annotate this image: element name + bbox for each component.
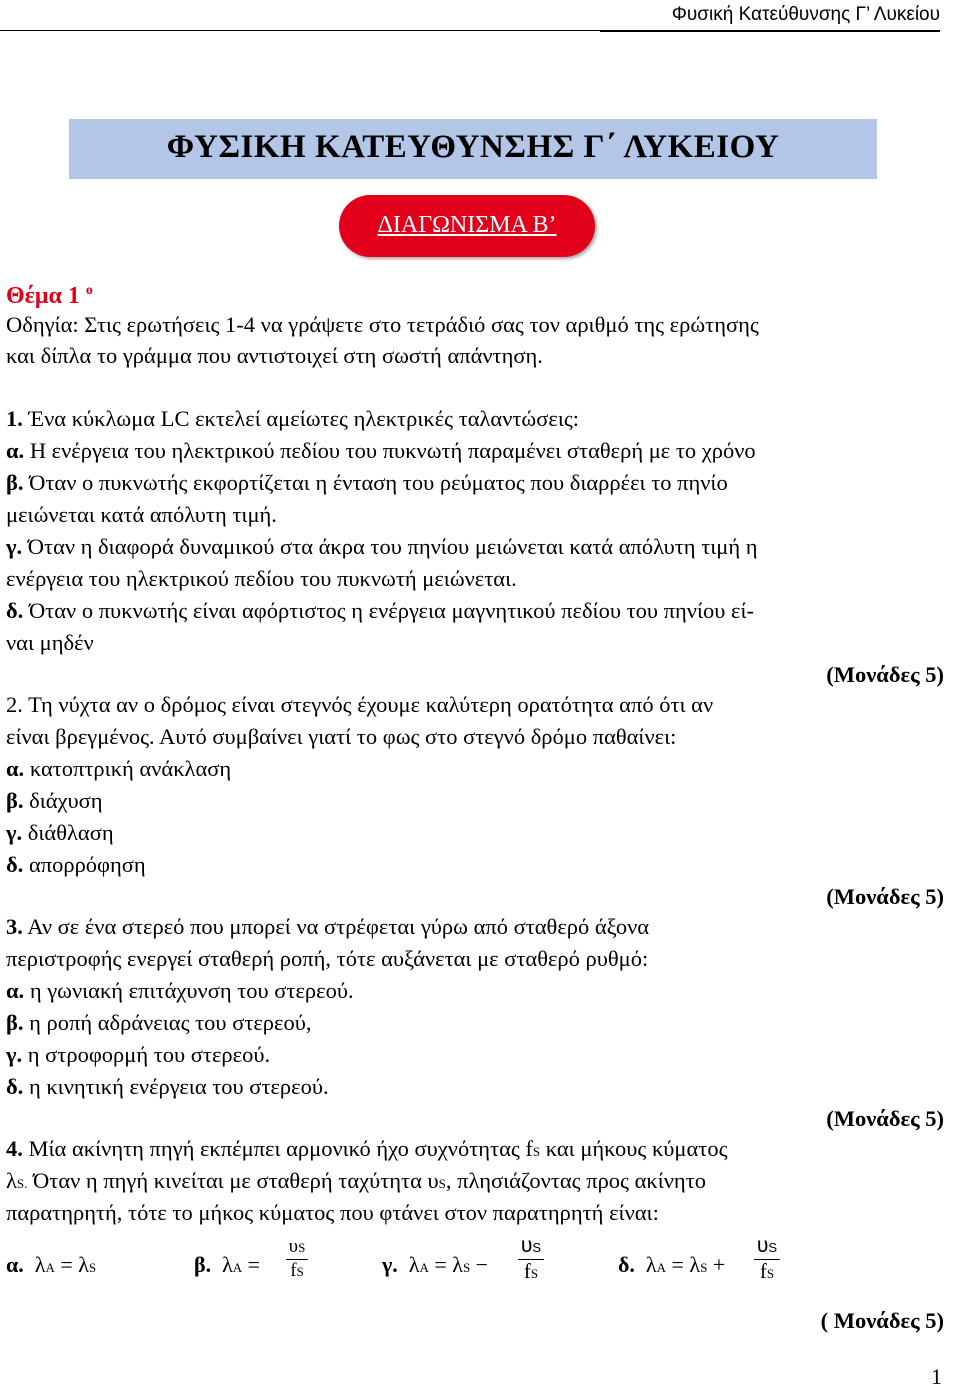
page-number: 1 xyxy=(931,1364,942,1389)
q1-option-a: α. Η ενέργεια του ηλεκτρικού πεδίου του πυκνωτή παραμένει σταθερή με το χρόνο xyxy=(6,438,756,463)
q4-formula-options xyxy=(6,1232,946,1302)
question-4: 4. Μία ακίνητη πηγή εκπέμπει αρμονικό ήχο συχνότητας fS και μήκους κύματος xyxy=(6,1136,728,1161)
q1-option-d-cont: ναι μηδέν xyxy=(6,630,94,655)
q4-option-d: δ. λA = λS + xyxy=(618,1252,726,1277)
q3-option-a: α. η γωνιακή επιτάχυνση του στερεού. xyxy=(6,978,354,1003)
question-3: 3. Αν σε ένα στερεό που μπορεί να στρέφεται γύρω από σταθερό άξονα xyxy=(6,914,650,939)
question-4-cont: λS. Όταν η πηγή κινείται με σταθερή ταχύτητα υS, πλησιάζοντας προς ακίνητο xyxy=(6,1168,706,1193)
question-1: 1. Ένα κύκλωμα LC εκτελεί αμείωτες ηλεκτρικές ταλαντώσεις: xyxy=(6,406,580,431)
q3-option-c: γ. η στροφορμή του στερεού. xyxy=(6,1042,271,1067)
theme-heading: Θέμα 1 $^o$ xyxy=(6,283,93,309)
q2-option-b: β. διάχυση xyxy=(6,788,103,813)
q3-option-d: δ. η κινητική ενέργεια του στερεού. xyxy=(6,1074,329,1099)
q4-option-c-fraction: υS fS xyxy=(518,1236,544,1283)
q2-option-a: α. κατοπτρική ανάκλαση xyxy=(6,756,232,781)
q1-units: (Μονάδες 5) xyxy=(826,662,944,687)
q4-option-b-fraction: υS fS xyxy=(286,1238,308,1281)
question-2-cont: είναι βρεγμένος. Αυτό συμβαίνει γιατί το φως στο στεγνό δρόμο παθαίνει: xyxy=(6,724,677,749)
document-subtitle: ΔΙΑΓΩΝΙΣΜΑ Β’ xyxy=(377,212,557,238)
subtitle-badge xyxy=(339,195,595,257)
question-2: 2. Τη νύχτα αν ο δρόμος είναι στεγνός έχουμε καλύτερη ορατότητα από ότι αν xyxy=(6,692,714,717)
q1-option-b: β. Όταν ο πυκνωτής εκφορτίζεται η ένταση του ρεύματος που διαρρέει το πηνίο xyxy=(6,470,728,495)
q2-option-c: γ. διάθλαση xyxy=(6,820,114,845)
q1-option-b-cont: μειώνεται κατά απόλυτη τιμή. xyxy=(6,502,277,527)
q1-option-c: γ. Όταν η διαφορά δυναμικού στα άκρα του πηνίου μειώνεται κατά απόλυτη τιμή η xyxy=(6,534,758,559)
q1-option-c-cont: ενέργεια του ηλεκτρικού πεδίου του πυκνωτή μειώνεται. xyxy=(6,566,517,591)
q2-option-d: δ. απορρόφηση xyxy=(6,852,146,877)
instructions-line-2: και δίπλα το γράμμα που αντιστοιχεί στη σωστή απάντηση. xyxy=(6,343,543,368)
instructions-line-1: Οδηγία: Στις ερωτήσεις 1-4 να γράψετε στο τετράδιό σας τον αριθμό της ερώτησης xyxy=(6,312,759,337)
q4-option-a: α. λA = λS xyxy=(6,1252,97,1277)
running-header: Φυσική Κατεύθυνσης Γ’ Λυκείου xyxy=(671,4,940,25)
header-rule-left xyxy=(0,30,600,31)
header-rule xyxy=(600,30,940,32)
q4-units: ( Μονάδες 5) xyxy=(820,1308,944,1333)
q2-units: (Μονάδες 5) xyxy=(826,884,944,909)
q1-option-d: δ. Όταν ο πυκνωτής είναι αφόρτιστος η ενέργεια μαγνητικού πεδίου του πηνίου εί- xyxy=(6,598,755,623)
q3-units: (Μονάδες 5) xyxy=(826,1106,944,1131)
q4-option-c: γ. λA = λS − xyxy=(382,1252,489,1277)
document-title: ΦΥΣΙΚΗ ΚΑΤΕΥΘΥΝΣΗΣ Γ΄ ΛΥΚΕΙΟΥ xyxy=(166,129,780,165)
question-4-cont-2: παρατηρητή, τότε το μήκος κύματος που φτάνει στον παρατηρητή είναι: xyxy=(6,1200,659,1225)
question-3-cont: περιστροφής ενεργεί σταθερή ροπή, τότε αυξάνεται με σταθερό ρυθμό: xyxy=(6,946,649,971)
q3-option-b: β. η ροπή αδράνειας του στερεού, xyxy=(6,1010,312,1035)
q4-option-b: β. λA = xyxy=(194,1252,261,1277)
title-banner xyxy=(69,119,877,179)
q4-option-d-fraction: υS fS xyxy=(754,1236,780,1283)
